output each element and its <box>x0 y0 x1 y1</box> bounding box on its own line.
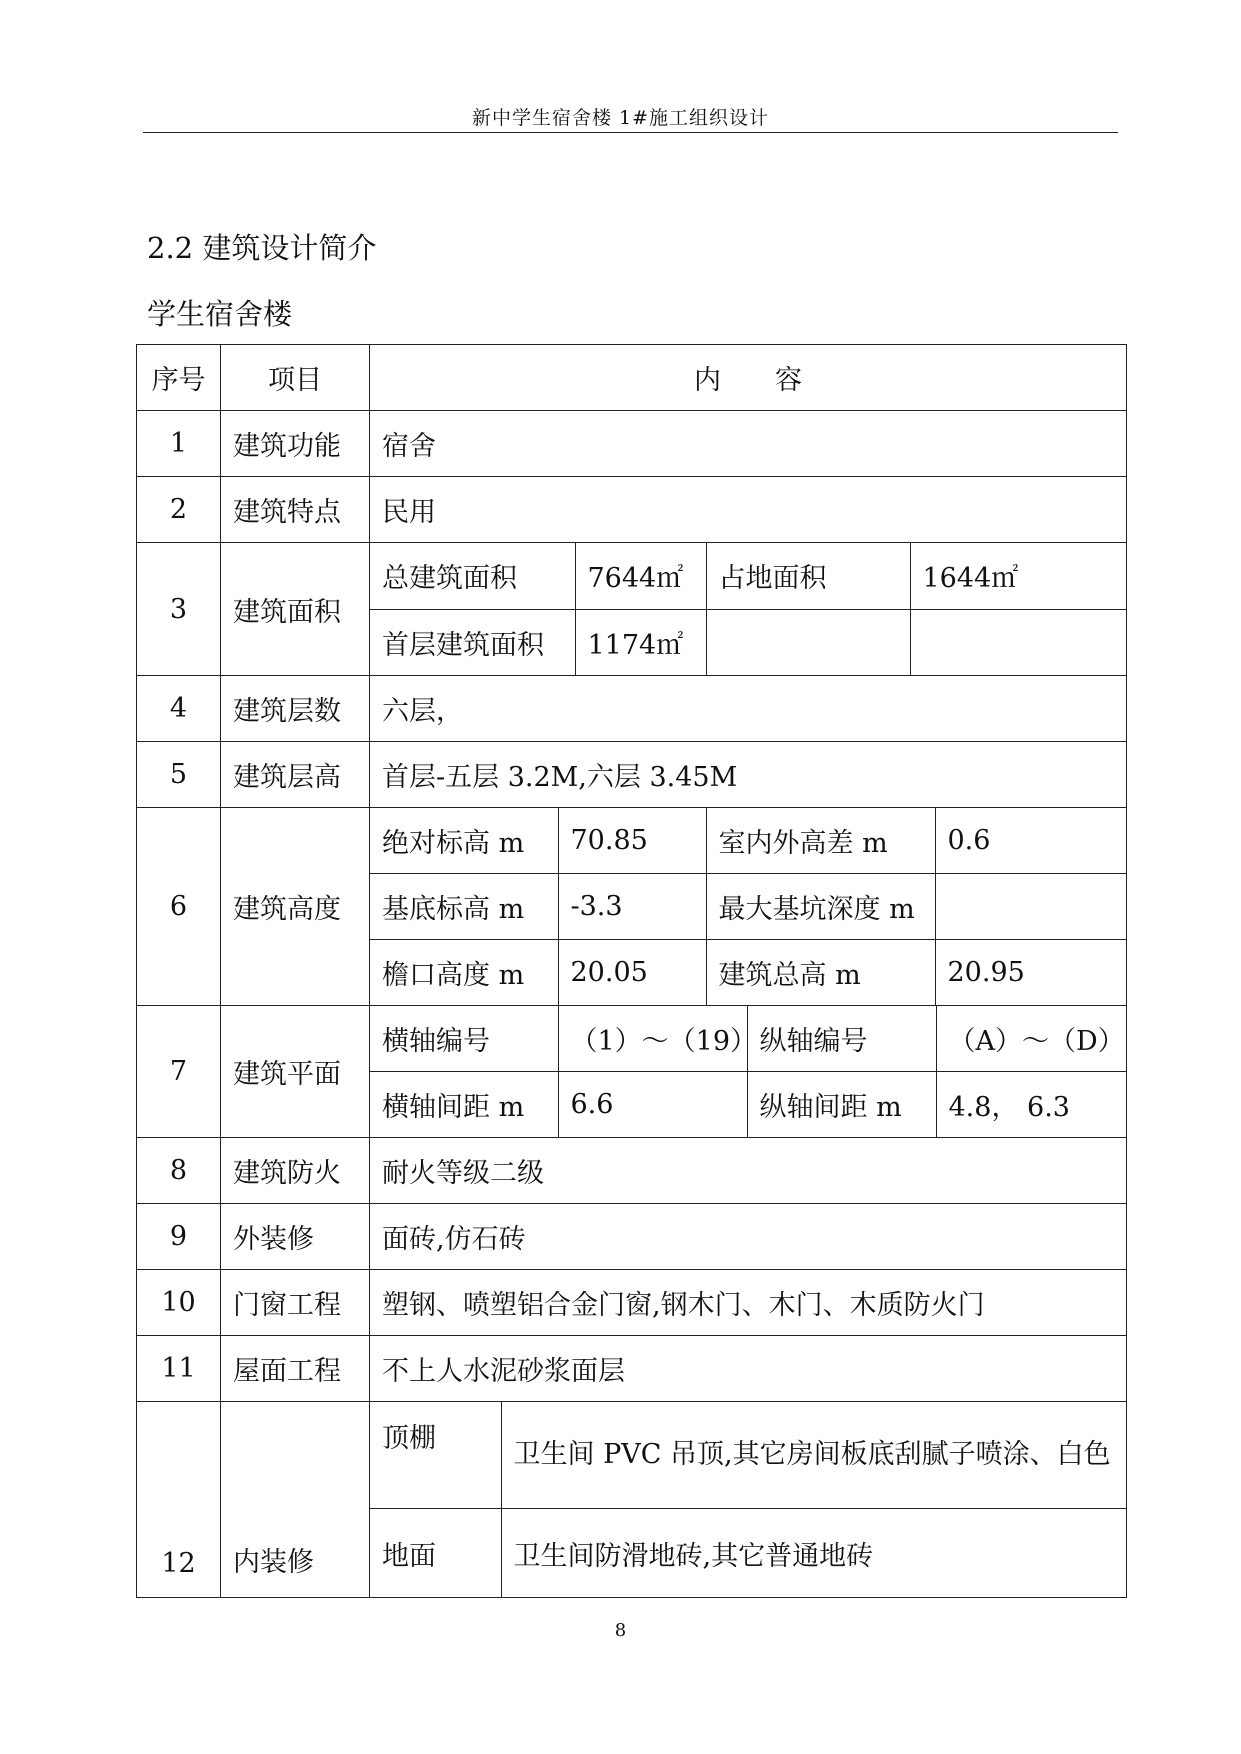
row-item: 内装修 <box>221 1402 370 1598</box>
header-no: 序号 <box>137 345 221 411</box>
table-row <box>137 543 1127 676</box>
row-item: 建筑高度 <box>221 808 370 1006</box>
cell: 0.6 <box>935 808 1126 874</box>
cell <box>910 609 1126 675</box>
cell: 占地面积 <box>706 543 910 609</box>
row-content: 民用 <box>370 477 1127 543</box>
cell: 横轴间距 m <box>370 1072 558 1138</box>
row-item: 门窗工程 <box>221 1270 370 1336</box>
cell: 基底标高 m <box>370 874 558 940</box>
row-item: 建筑平面 <box>221 1006 370 1138</box>
header-content: 内 容 <box>370 345 1127 411</box>
cell: 檐口高度 m <box>370 940 558 1006</box>
row-item: 建筑面积 <box>221 543 370 676</box>
cell: 4.8， 6.3 <box>936 1072 1126 1138</box>
cell: 6.6 <box>558 1072 747 1138</box>
page-header: 新中学生宿舍楼 1#施工组织设计 <box>471 107 770 129</box>
page-number: 8 <box>614 1620 627 1641</box>
header-item: 项目 <box>221 345 370 411</box>
cell: 7644㎡ <box>575 543 706 609</box>
cell: 1174㎡ <box>575 609 706 675</box>
subtitle: 学生宿舍楼 <box>147 297 293 331</box>
row-content: 六层， <box>370 676 1127 742</box>
row-no: 8 <box>137 1138 221 1204</box>
cell: 地面 <box>370 1509 501 1597</box>
row-item: 建筑层高 <box>221 742 370 808</box>
table-row <box>137 477 1127 543</box>
cell: 室内外高差 m <box>706 808 935 874</box>
row-no: 6 <box>137 808 221 1006</box>
row-content: 塑钢、喷塑铝合金门窗,钢木门、木门、木质防火门 <box>370 1270 1127 1336</box>
row-item: 外装修 <box>221 1204 370 1270</box>
table-row <box>137 1270 1127 1336</box>
header-rule <box>143 132 1118 133</box>
row-no: 12 <box>137 1402 221 1598</box>
row-no: 7 <box>137 1006 221 1138</box>
cell: （1）～（19） <box>558 1006 747 1072</box>
row-no: 3 <box>137 543 221 676</box>
row-no: 11 <box>137 1336 221 1402</box>
table-header-row <box>137 345 1127 411</box>
cell: 20.05 <box>558 940 706 1006</box>
cell: 首层建筑面积 <box>370 609 575 675</box>
cell: 横轴编号 <box>382 1026 490 1057</box>
table-row <box>137 1138 1127 1204</box>
cell: 1644㎡ <box>910 543 1126 609</box>
cell: 卫生间防滑地砖,其它普通地砖 <box>501 1509 1126 1597</box>
row-item: 建筑防火 <box>221 1138 370 1204</box>
row-no: 4 <box>137 676 221 742</box>
table-row <box>137 808 1127 1006</box>
cell: 纵轴间距 m <box>747 1072 936 1138</box>
cell: 20.95 <box>935 940 1126 1006</box>
cell <box>706 609 910 675</box>
cell: 建筑总高 m <box>706 940 935 1006</box>
plan-subtable <box>370 1006 1127 1138</box>
row-no: 9 <box>137 1204 221 1270</box>
row-no: 5 <box>137 742 221 808</box>
cell: -3.3 <box>558 874 706 940</box>
cell: 绝对标高 m <box>382 828 525 859</box>
row-content: 不上人水泥砂浆面层 <box>370 1336 1127 1402</box>
row-item: 屋面工程 <box>221 1336 370 1402</box>
row-content: 面砖,仿石砖 <box>370 1204 1127 1270</box>
row-item: 建筑功能 <box>221 411 370 477</box>
cell: 顶棚 <box>382 1423 436 1454</box>
row-item: 建筑特点 <box>221 477 370 543</box>
row-no: 10 <box>137 1270 221 1336</box>
cell: （A）～（D） <box>936 1006 1126 1072</box>
table-row <box>137 1006 1127 1138</box>
row-item: 建筑层数 <box>221 676 370 742</box>
cell: 70.85 <box>558 808 706 874</box>
height-subtable <box>370 808 1127 1006</box>
row-content: 宿舍 <box>370 411 1127 477</box>
cell: 最大基坑深度 m <box>706 874 935 940</box>
section-title: 2.2 建筑设计简介 <box>147 231 377 265</box>
area-subtable <box>370 543 1127 676</box>
row-no: 1 <box>137 411 221 477</box>
table-row <box>137 1402 1127 1598</box>
table-row <box>137 1204 1127 1270</box>
cell <box>935 874 1126 940</box>
row-content: 首层-五层 3.2M,六层 3.45M <box>370 742 1127 808</box>
cell: 纵轴编号 <box>747 1006 936 1072</box>
table-row <box>137 676 1127 742</box>
cell: 总建筑面积 <box>382 563 517 595</box>
interior-subtable <box>370 1402 1127 1598</box>
table-row <box>137 742 1127 808</box>
cell: 卫生间 PVC 吊顶,其它房间板底刮腻子喷涂、白色 <box>501 1402 1126 1509</box>
table-row <box>137 411 1127 477</box>
table-row <box>137 1336 1127 1402</box>
row-no: 2 <box>137 477 221 543</box>
design-table <box>136 344 1127 1598</box>
row-content: 耐火等级二级 <box>370 1138 1127 1204</box>
